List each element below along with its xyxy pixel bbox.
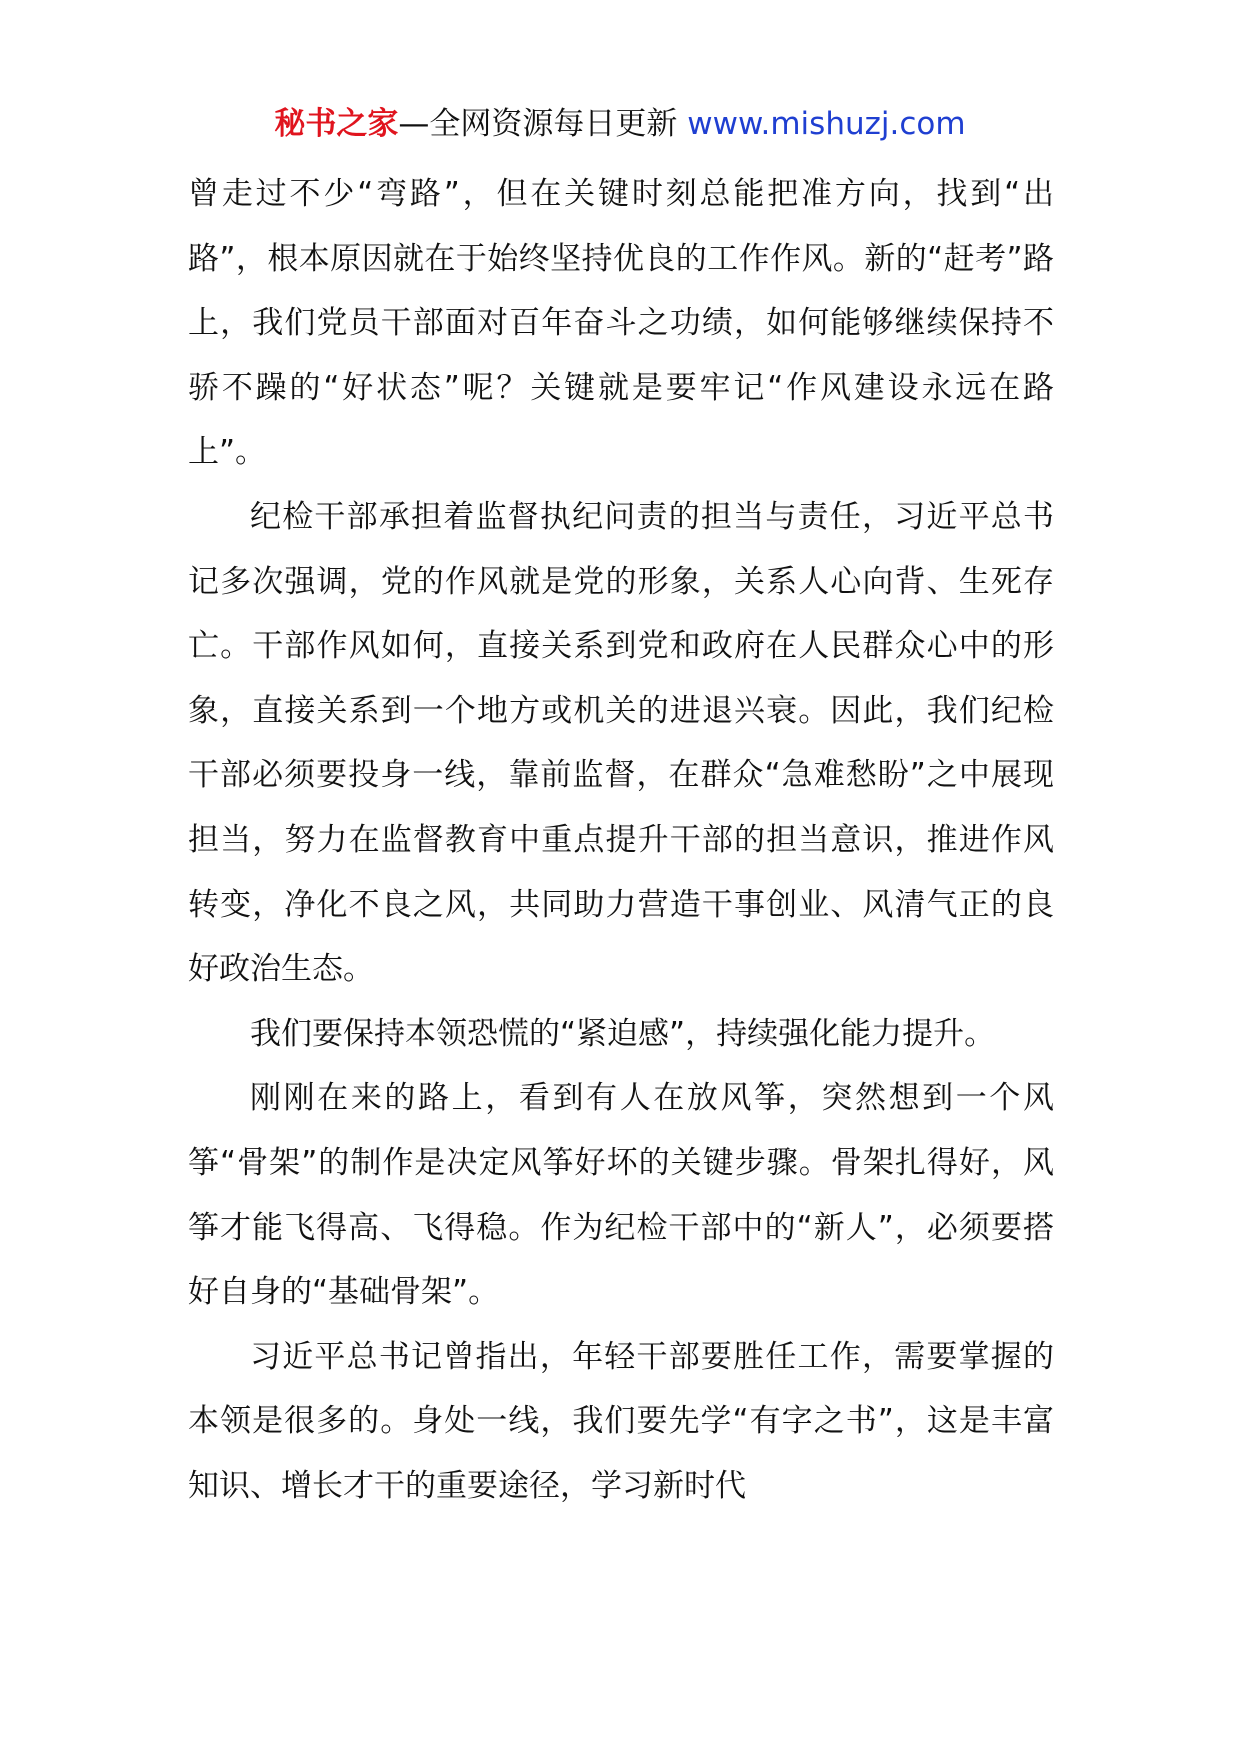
brand-name: 秘书之家: [274, 106, 399, 142]
paragraph: 纪检干部承担着监督执纪问责的担当与责任，习近平总书记多次强调，党的作风就是党的形象，关系人心向背、生死存亡。干部作风如何，直接关系到党和政府在人民群众心中的形象，直接关系到一个地方或机关的进退兴衰。因此，我们纪检干部必须要投身一线，靠前监督，在群众“急难愁盼”之中展现担当，努力在监督教育中重点提升干部的担当意识，推进作风转变，净化不良之风，共同助力营造干事创业、风清气正的良好政治生态。: [188, 498, 1054, 988]
site-header: [0, 98, 1240, 150]
header-tagline: —全网资源每日更新: [398, 106, 678, 142]
paragraph: 我们要保持本领恐慌的“紧迫感”，持续强化能力提升。: [250, 1015, 996, 1052]
site-url-link[interactable]: www.mishuzj.com: [687, 106, 966, 142]
document-body: [188, 162, 1054, 1518]
paragraph: 曾走过不少“弯路”，但在关键时刻总能把准方向，找到“出路”，根本原因就在于始终坚持优良的工作作风。新的“赶考”路上，我们党员干部面对百年奋斗之功绩，如何能够继续保持不骄不躁的“好状态”呢？关键就是要牢记“作风建设永远在路上”。: [188, 176, 1054, 471]
paragraph: 刚刚在来的路上，看到有人在放风筝，突然想到一个风筝“骨架”的制作是决定风筝好坏的关键步骤。骨架扎得好，风筝才能飞得高、飞得稳。作为纪检干部中的“新人”，必须要搭好自身的“基础骨架”。: [188, 1080, 1054, 1311]
paragraph: 习近平总书记曾指出，年轻干部要胜任工作，需要掌握的本领是很多的。身处一线，我们要先学“有字之书”，这是丰富知识、增长才干的重要途径，学习新时代: [188, 1338, 1054, 1504]
